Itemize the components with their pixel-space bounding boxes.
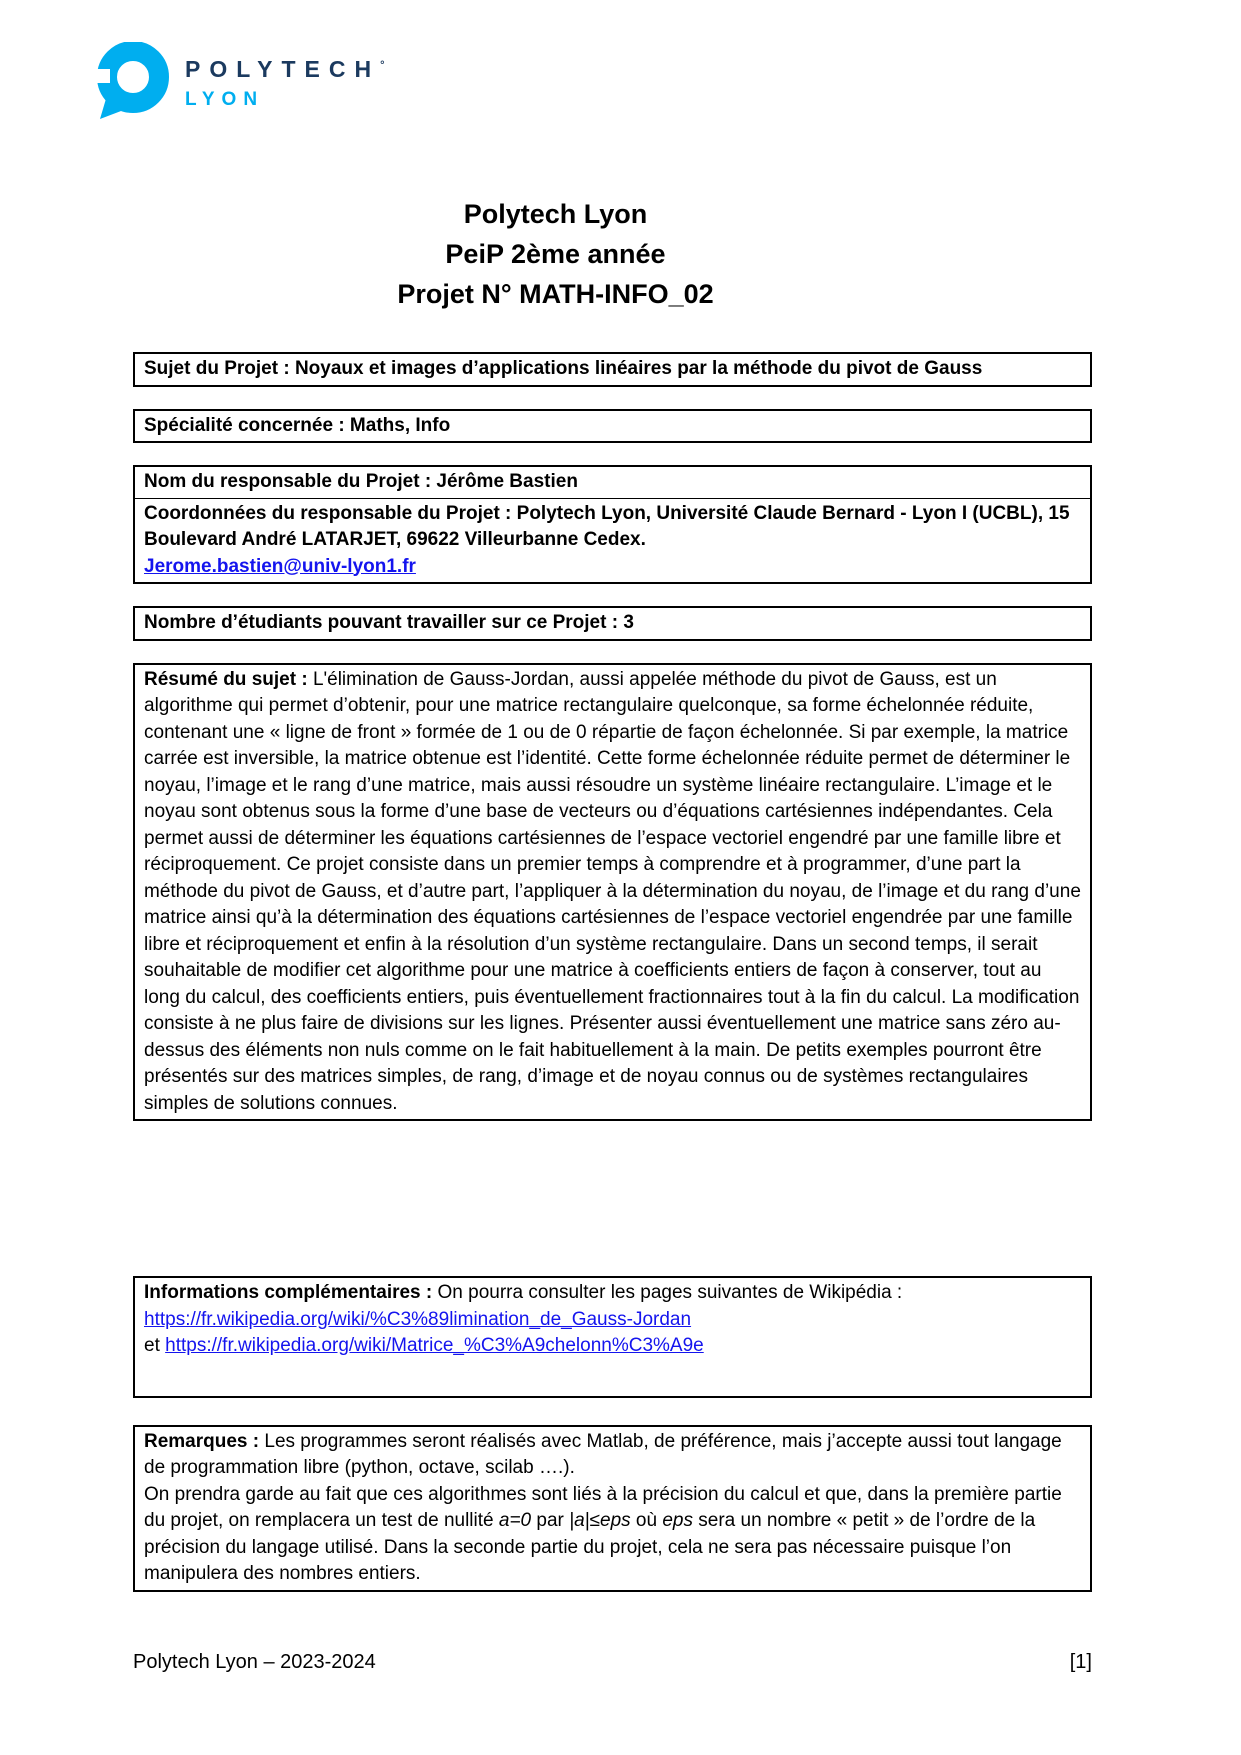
- polytech-logo-icon: [95, 42, 171, 122]
- infos-label: Informations complémentaires :: [144, 1282, 433, 1303]
- page-footer: [133, 1650, 1092, 1674]
- remarques-label: Remarques :: [144, 1430, 260, 1452]
- responsable-nom-text: Nom du responsable du Projet : Jérôme Bastien: [144, 471, 578, 492]
- title-line-school: Polytech Lyon: [463, 199, 648, 229]
- remarques-paragraph-2: On prendra garde au fait que ces algorithmes sont liés à la précision du calcul et que, dans la première partie du projet, on remplacera un test de nullité a=0 par |a|≤eps où eps sera un nombre « petit » de l’ordre de la précision du langage utilisé. Dans la seconde partie du projet, cela ne sera pas nécessaire puisque l’on manipulera des nombres entiers.: [144, 1483, 1062, 1584]
- nombre-etudiants-text: Nombre d’étudiants pouvant travailler sur ce Projet : 3: [144, 612, 634, 633]
- sujet-text: Sujet du Projet : Noyaux et images d’applications linéaires par la méthode du pivot de Gauss: [144, 358, 983, 379]
- title-line-project-number: Projet N° MATH-INFO_02: [397, 279, 714, 309]
- wikipedia-link-matrice-echelonnee[interactable]: https://fr.wikipedia.org/wiki/Matrice_%C3%A9chelonn%C3%A9e: [165, 1335, 704, 1356]
- box-nombre-etudiants: [133, 606, 1092, 641]
- responsable-email-link[interactable]: Jerome.bastien@univ-lyon1.fr: [144, 555, 416, 577]
- responsable-nom-row: [135, 467, 1090, 498]
- box-responsable: [133, 465, 1092, 584]
- polytech-logo: [95, 42, 1092, 122]
- remarques-p1-text: Les programmes seront réalisés avec Matlab, de préférence, mais j’accepte aussi tout langage de programmation libre (python, octave, scilab ….).: [144, 1430, 1062, 1478]
- resume-label: Résumé du sujet :: [144, 668, 308, 690]
- infos-intro-line: [144, 1280, 1081, 1307]
- footer-school-year: Polytech Lyon – 2023-2024: [133, 1650, 376, 1673]
- box-informations-complementaires: [133, 1276, 1092, 1398]
- footer-page-number: [1]: [1069, 1650, 1092, 1673]
- specialite-text: Spécialité concernée : Maths, Info: [144, 414, 451, 436]
- remarques-paragraph-1: [144, 1429, 1081, 1482]
- trademark-symbol: °: [380, 59, 385, 72]
- box-remarques: [133, 1425, 1092, 1592]
- polytech-logo-text: [185, 42, 385, 109]
- infos-et-text: et: [144, 1335, 160, 1356]
- logo-brand-name: POLYTECH°: [185, 56, 385, 82]
- responsable-coordonnees-text: Coordonnées du responsable du Projet : Polytech Lyon, Université Claude Bernard - Lyon I (UCBL), 15 Boulevard André LATARJET, 69622 Villeurbanne Cedex.: [144, 502, 1070, 550]
- resume-text: L'élimination de Gauss-Jordan, aussi appelée méthode du pivot de Gauss, est un algorithme qui permet d’obtenir, pour une matrice rectangulaire quelconque, sa forme échelonnée réduite, contenant une « ligne de front » formée de 1 ou de 0 répartie de façon échelonnée. Si par exemple, la matrice carrée est inversible, la matrice obtenue est l’identité. Cette forme échelonnée réduite permet de déterminer le noyau, l’image et le rang d’une matrice, mais aussi résoudre un système linéaire rectangulaire. L’image et le noyau sont obtenus sous la forme d’une base de vecteurs ou d’équations cartésiennes indépendantes. Cela permet aussi de déterminer les équations cartésiennes de l’espace vectoriel engendré par une famille libre et réciproquement. Ce projet consiste dans un premier temps à comprendre et à programmer, d’une part la méthode du pivot de Gauss, et d’autre part, l’appliquer à la détermination du noyau, de l’image et du rang d’une matrice ainsi qu’à la détermination des équations cartésiennes de l’espace vectoriel engendrée par une famille libre et réciproquement et enfin à la résolution d’un système rectangulaire. Dans un second temps, il serait souhaitable de modifier cet algorithme pour une matrice à coefficients entiers de façon à conserver, tout au long du calcul, des coefficients entiers, puis éventuellement fractionnaires tout à la fin du calcul. La modification consiste à ne plus faire de divisions sur les lignes. Présenter aussi éventuellement une matrice sans zéro au-dessus des éléments non nuls comme on le fait habituellement à la main. De petits exemples pourront être présentés sur des matrices simples, de rang, d’image et de noyau connus ou de systèmes rectangulaires simples de solutions connues.: [144, 668, 1081, 1114]
- box-resume-du-sujet: [133, 663, 1092, 1122]
- responsable-coordonnees-row: [135, 498, 1090, 583]
- box-specialite: [133, 409, 1092, 444]
- page-title: [133, 194, 978, 314]
- logo-city-name: LYON: [185, 89, 265, 110]
- infos-intro-text: On pourra consulter les pages suivantes de Wikipédia :: [437, 1282, 903, 1303]
- title-line-program: PeiP 2ème année: [445, 239, 666, 269]
- wikipedia-link-gauss-jordan[interactable]: https://fr.wikipedia.org/wiki/%C3%89limination_de_Gauss-Jordan: [144, 1308, 692, 1330]
- box-sujet-du-projet: [133, 352, 1092, 387]
